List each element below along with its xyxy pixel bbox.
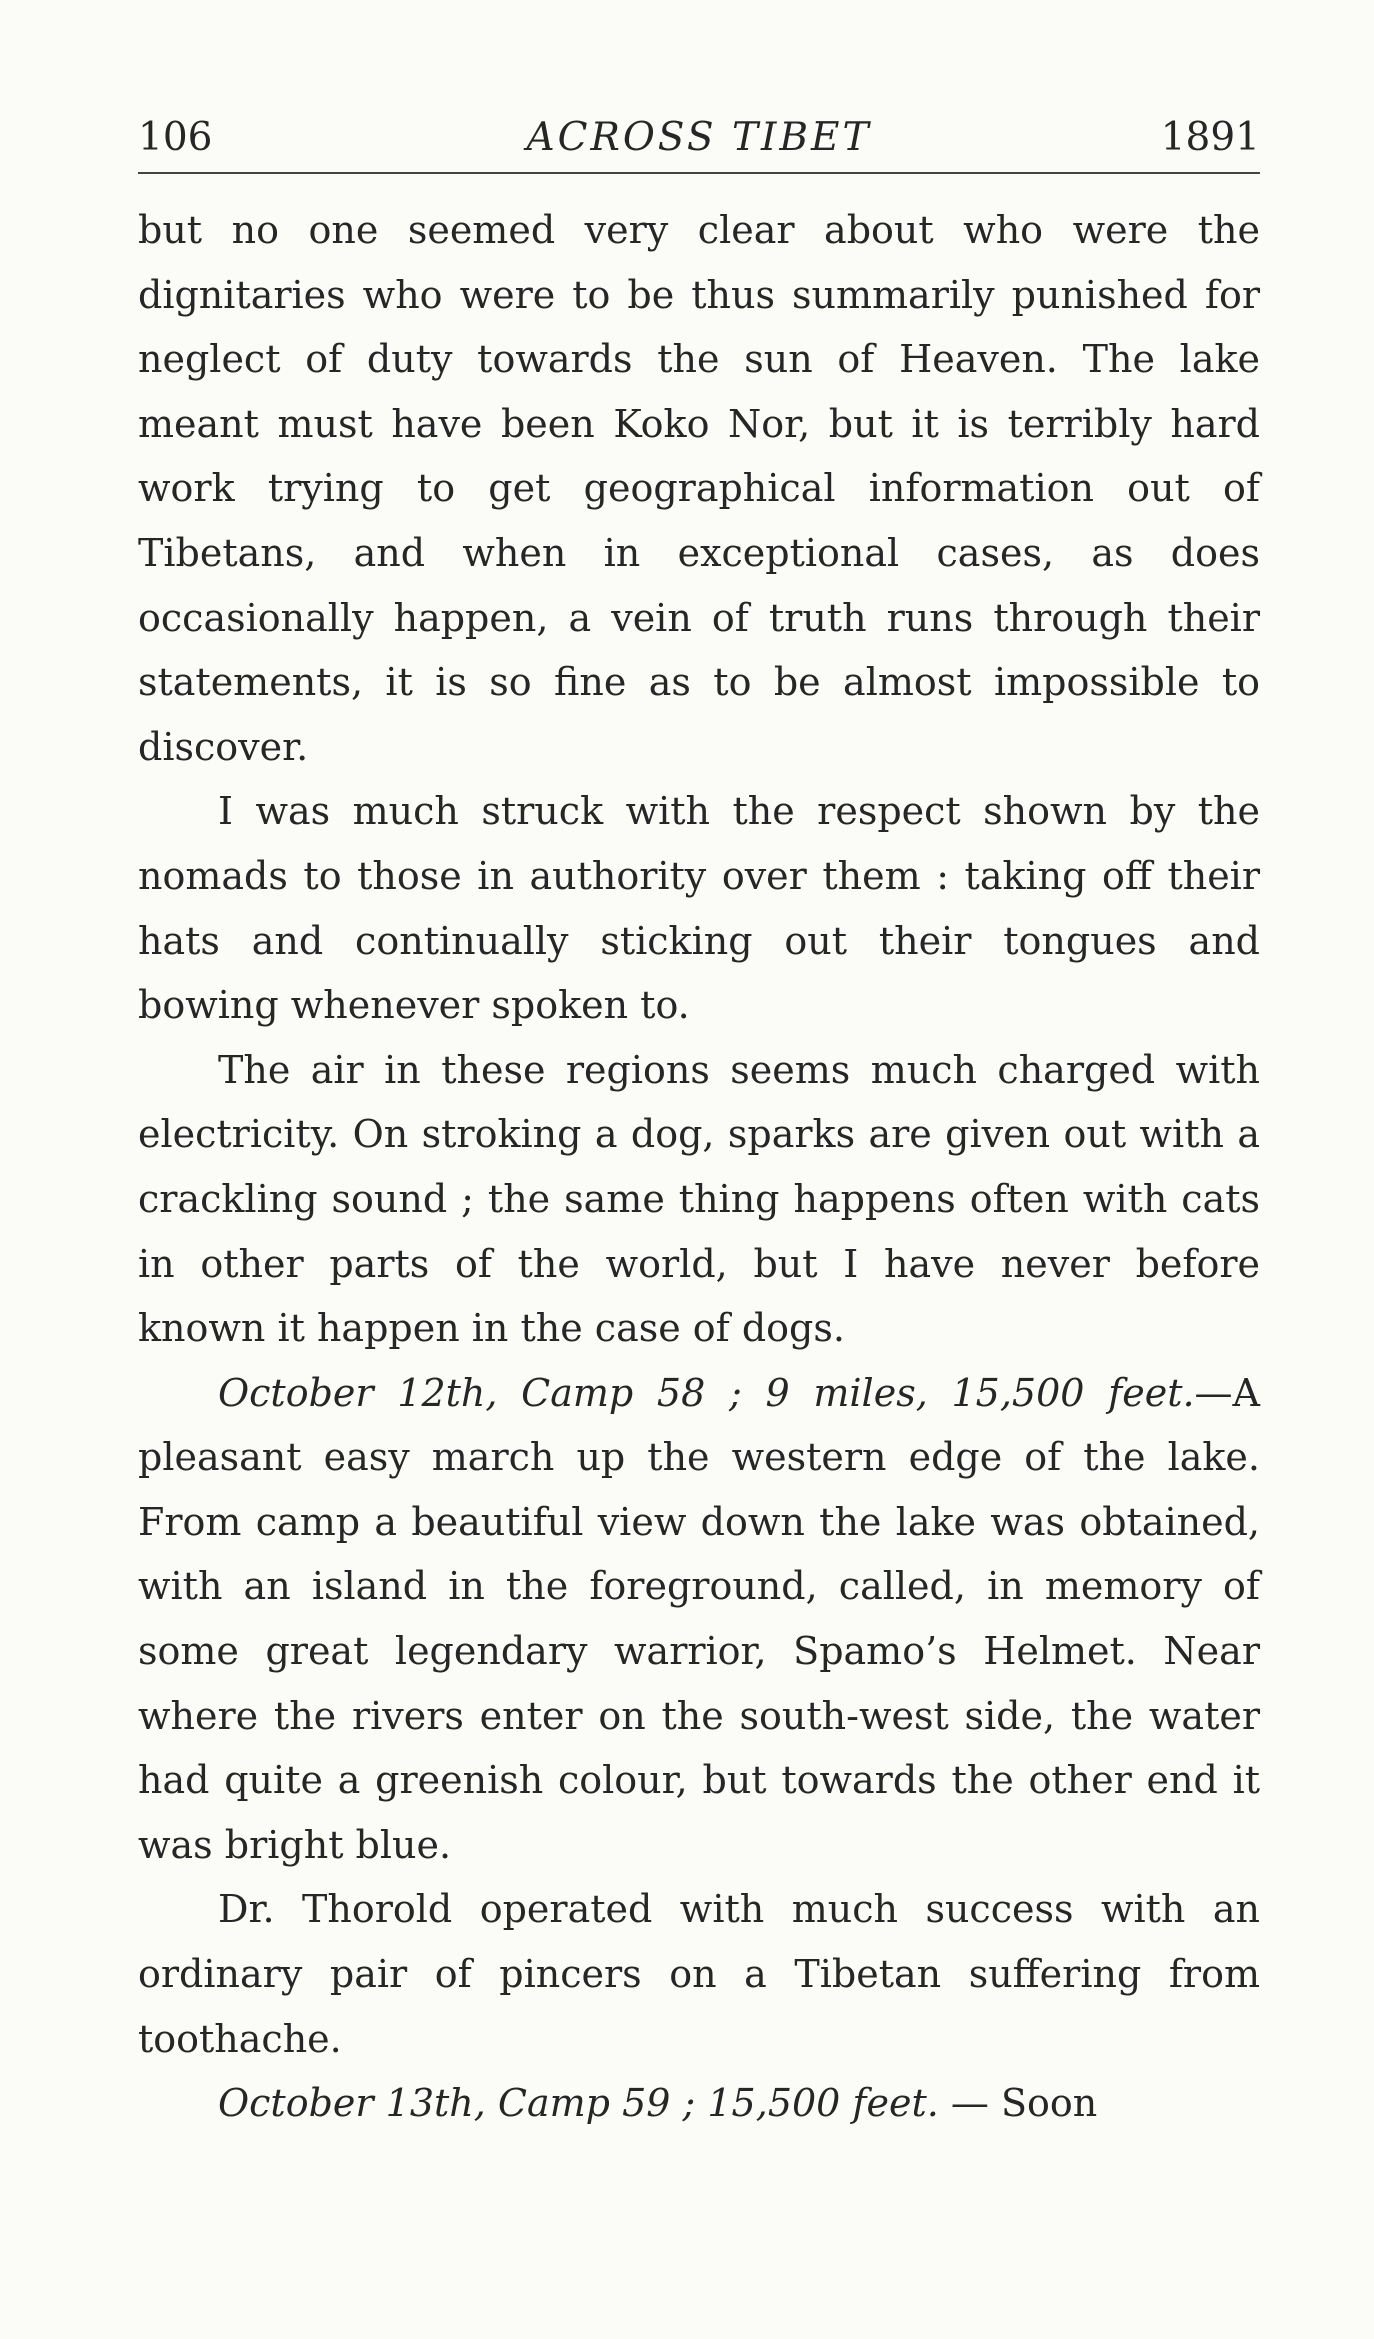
paragraph-text: I was much struck with the respect shown by the nomads to those in authority over them : taking off their hats and continually sticking out their tongues and bowing whenever spoken to. xyxy=(138,789,1260,1028)
paragraph-nomads xyxy=(138,779,1260,1037)
diary-entry-october-13 xyxy=(138,2071,1260,2136)
paragraph-continuation xyxy=(138,198,1260,779)
diary-entry-october-12 xyxy=(138,1361,1260,1878)
paragraph-text: The air in these regions seems much charged with electricity. On stroking a dog, sparks are given out with a crackling sound ; the same thing happens often with cats in other parts of the world, but I have never before known it happen in the case of dogs. xyxy=(138,1047,1260,1351)
paragraph-electricity xyxy=(138,1038,1260,1361)
entry-heading: October 13th, Camp 59 ; 15,500 feet. xyxy=(218,2081,939,2126)
running-head xyxy=(138,108,1260,168)
paragraph-text: Dr. Thorold operated with much success with an ordinary pair of pincers on a Tibetan suffering from toothache. xyxy=(138,1887,1260,2061)
paragraph-text: but no one seemed very clear about who were the dignitaries who were to be thus summarily punished for neglect of duty towards the sun of Heaven. The lake meant must have been Koko Nor, but it is terribly hard work trying to get geographical information out of Tibetans, and when in exceptional cases, as does occasionally happen, a vein of truth runs through their statements, it is so fine as to be almost impossible to discover. xyxy=(138,208,1260,769)
entry-text: —A pleasant easy march up the western edge of the lake. From camp a beautiful view down the lake was obtained, with an island in the foreground, called, in memory of some great legendary warrior, Spamo’s Helmet. Near where the rivers enter on the south-west side, the water had quite a greenish colour, but towards the other end it was bright blue. xyxy=(138,1370,1260,1867)
year: 1891 xyxy=(1160,115,1260,160)
page-number: 106 xyxy=(138,115,213,160)
entry-heading: October 12th, Camp 58 ; 9 miles, 15,500 feet. xyxy=(218,1370,1195,1415)
header-rule xyxy=(138,172,1260,174)
book-title: ACROSS TIBET xyxy=(526,115,872,160)
body-text xyxy=(138,198,1260,2136)
entry-text: — Soon xyxy=(938,2081,1098,2126)
paragraph-toothache xyxy=(138,1877,1260,2071)
